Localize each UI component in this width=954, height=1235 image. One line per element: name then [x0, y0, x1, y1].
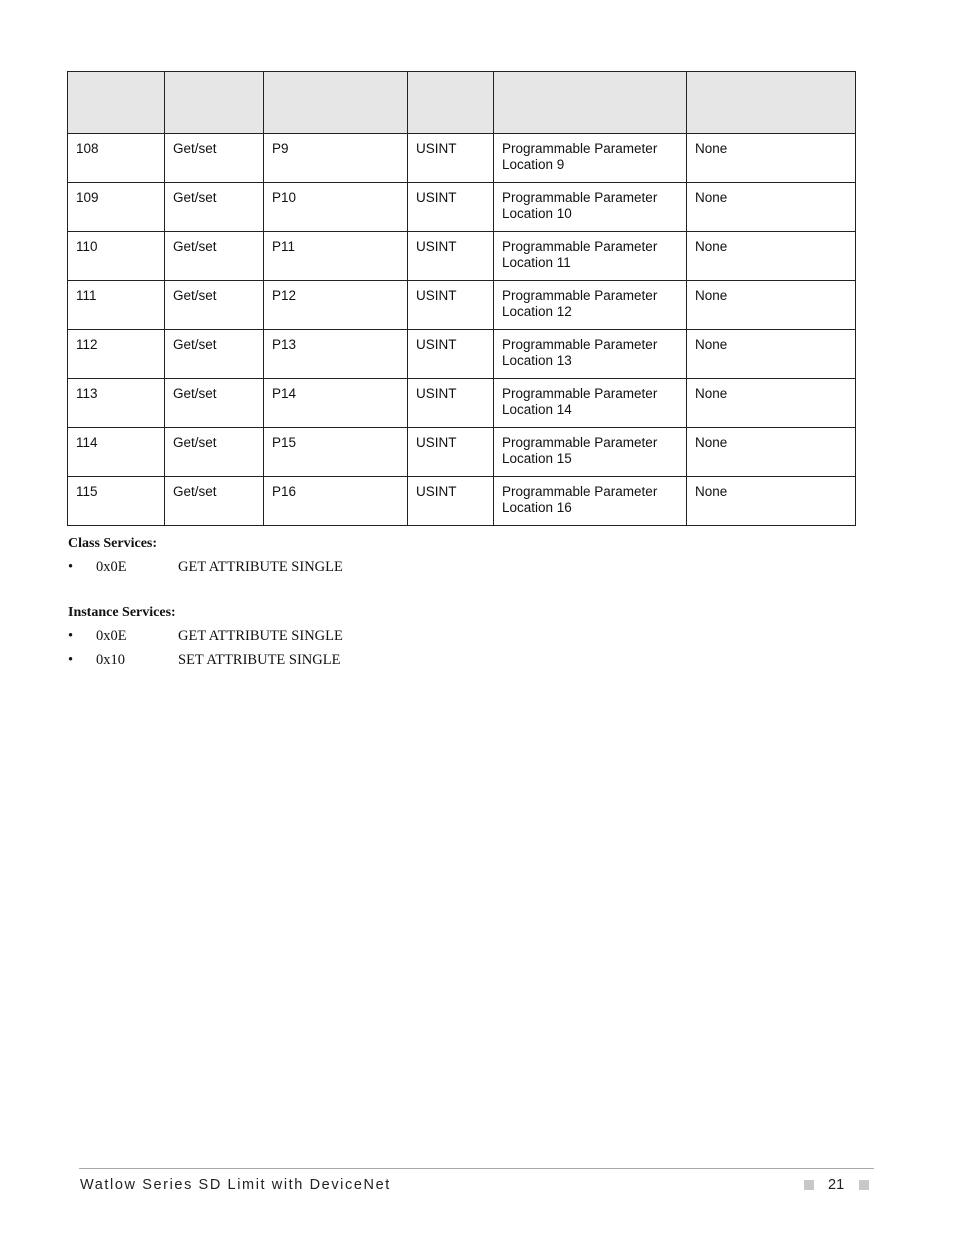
service-code: 0x0E	[96, 559, 127, 575]
table-cell: None	[687, 281, 856, 330]
table-cell: USINT	[408, 183, 494, 232]
table-cell: Get/set	[165, 379, 264, 428]
table-cell: P15	[264, 428, 408, 477]
header-cell	[165, 72, 264, 134]
table-cell: None	[687, 477, 856, 526]
service-name: GET ATTRIBUTE SINGLE	[178, 628, 343, 644]
attribute-table	[67, 71, 856, 526]
table-cell: USINT	[408, 428, 494, 477]
table-cell: 108	[68, 134, 165, 183]
table-cell: Programmable Parameter Location 9	[494, 134, 687, 183]
footer-square-icon	[804, 1180, 814, 1190]
table-cell: 111	[68, 281, 165, 330]
table-cell: Get/set	[165, 183, 264, 232]
table-cell: Get/set	[165, 477, 264, 526]
table-header-row	[68, 72, 856, 134]
table-cell: P14	[264, 379, 408, 428]
table-cell: USINT	[408, 134, 494, 183]
class-services-heading: Class Services:	[68, 536, 158, 551]
service-name: GET ATTRIBUTE SINGLE	[178, 559, 343, 575]
table-cell: Programmable Parameter Location 14	[494, 379, 687, 428]
table-cell: Programmable Parameter Location 13	[494, 330, 687, 379]
table-cell: USINT	[408, 281, 494, 330]
table-row	[68, 379, 856, 428]
footer-divider	[79, 1168, 874, 1169]
table-cell: Get/set	[165, 330, 264, 379]
footer-square-icon	[859, 1180, 869, 1190]
table-cell: P11	[264, 232, 408, 281]
table-row	[68, 183, 856, 232]
table-cell: 115	[68, 477, 165, 526]
table-cell: P10	[264, 183, 408, 232]
page-number: 21	[828, 1177, 845, 1193]
table-row	[68, 477, 856, 526]
table-cell: P16	[264, 477, 408, 526]
table-row	[68, 134, 856, 183]
table-cell: 109	[68, 183, 165, 232]
table-cell: USINT	[408, 330, 494, 379]
service-code: 0x10	[96, 652, 125, 668]
table-row	[68, 428, 856, 477]
table-cell: Get/set	[165, 232, 264, 281]
header-cell	[264, 72, 408, 134]
table-cell: Get/set	[165, 134, 264, 183]
table-row	[68, 281, 856, 330]
service-name: SET ATTRIBUTE SINGLE	[178, 652, 341, 668]
table-cell: P13	[264, 330, 408, 379]
table-cell: Programmable Parameter Location 16	[494, 477, 687, 526]
header-cell	[68, 72, 165, 134]
footer-title: Watlow Series SD Limit with DeviceNet	[80, 1177, 391, 1193]
table-cell: USINT	[408, 232, 494, 281]
header-cell	[494, 72, 687, 134]
table-row	[68, 232, 856, 281]
header-cell	[687, 72, 856, 134]
table-cell: None	[687, 134, 856, 183]
table-row	[68, 330, 856, 379]
service-code: 0x0E	[96, 628, 127, 644]
table-cell: 114	[68, 428, 165, 477]
table-cell: 112	[68, 330, 165, 379]
table-cell: Programmable Parameter Location 12	[494, 281, 687, 330]
table-cell: Get/set	[165, 281, 264, 330]
bullet: •	[68, 628, 74, 644]
table-cell: None	[687, 428, 856, 477]
table-cell: USINT	[408, 477, 494, 526]
table-cell: None	[687, 232, 856, 281]
table-cell: None	[687, 183, 856, 232]
table-cell: Get/set	[165, 428, 264, 477]
table-cell: None	[687, 330, 856, 379]
table-cell: USINT	[408, 379, 494, 428]
table-cell: Programmable Parameter Location 11	[494, 232, 687, 281]
table-cell: Programmable Parameter Location 10	[494, 183, 687, 232]
bullet: •	[68, 559, 74, 575]
table-cell: 113	[68, 379, 165, 428]
table-cell: Programmable Parameter Location 15	[494, 428, 687, 477]
table-cell: P12	[264, 281, 408, 330]
table-cell: 110	[68, 232, 165, 281]
table-cell: P9	[264, 134, 408, 183]
instance-services-heading: Instance Services:	[68, 605, 176, 620]
header-cell	[408, 72, 494, 134]
bullet: •	[68, 652, 74, 668]
table-cell: None	[687, 379, 856, 428]
